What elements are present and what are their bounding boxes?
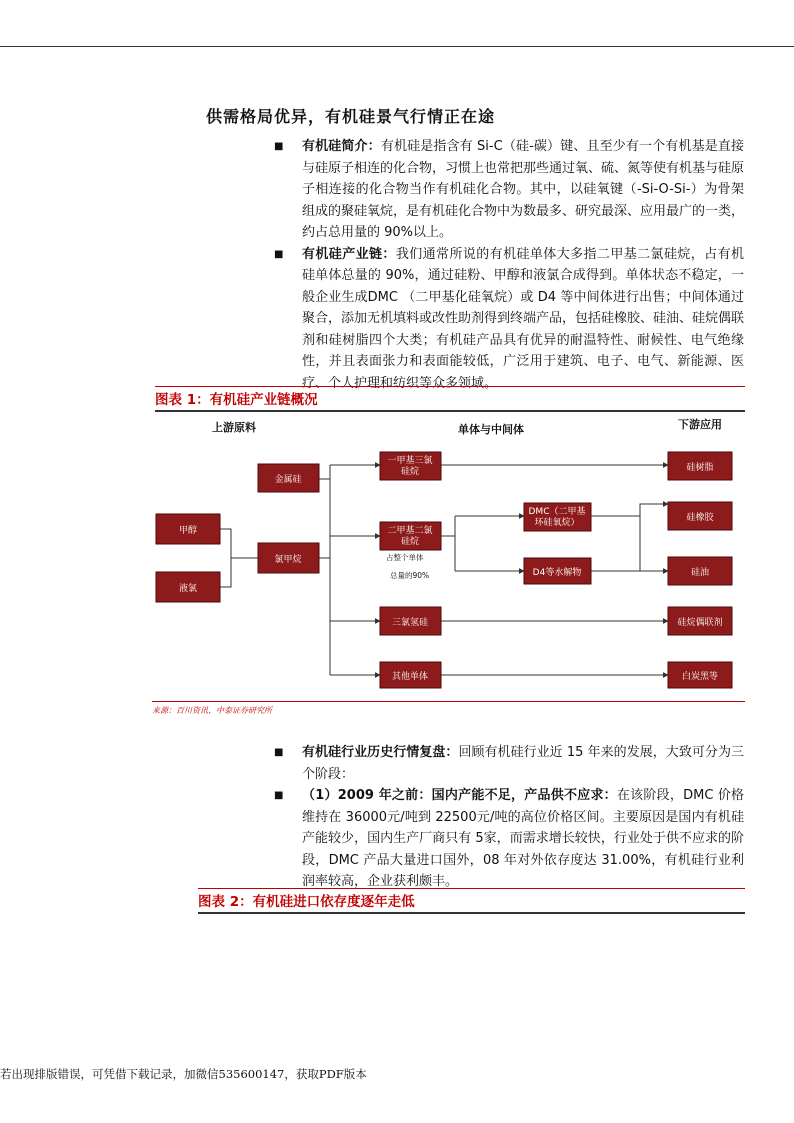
bullet-silicone-chain [274,244,744,395]
svg-text:液氯: 液氯 [178,584,198,594]
bullet-list-intro [274,136,744,394]
bullet-text: 在该阶段，DMC 价格维持在 36000元/吨到 22500元/吨的高位价格区间。主要原因是国内有机硅产能较少，国内生产厂商只有 5家，而需求增长较快，行业处于供不应求的阶段，DMC 产品大量进口国外，08 年对外依存度达 31.00%，有机硅行业利润率较高，企业获利颇丰。 [302,788,744,889]
svg-text:DMC（二甲基: DMC（二甲基 [528,507,586,517]
node-dmc [524,503,591,531]
bullet-lead: 有机硅产业链： [302,246,396,262]
node-silicone-oil [668,557,732,585]
svg-text:白炭黑等: 白炭黑等 [681,672,719,682]
industry-chain-diagram [150,412,745,702]
svg-text:硅烷: 硅烷 [400,467,420,477]
node-methanol [156,514,220,544]
col-header-middle: 单体与中间体 [458,423,524,436]
section-heading: 供需格局优异，有机硅景气行情正在途 [206,107,496,126]
col-header-downstream: 下游应用 [678,418,722,431]
bullet-history-review [274,742,744,785]
svg-text:三氯氢硅: 三氯氢硅 [391,618,429,628]
bullet-stage-one [274,785,744,893]
node-silicone-resin [668,452,732,480]
bullet-lead: 有机硅行业历史行情复盘： [302,745,459,760]
svg-text:环硅氧烷）: 环硅氧烷） [534,518,580,528]
header-rule [0,46,794,47]
svg-text:甲醇: 甲醇 [178,526,198,536]
bullet-lead: 有机硅简介： [302,139,381,154]
svg-text:其他单体: 其他单体 [391,672,429,682]
svg-text:氯甲烷: 氯甲烷 [274,555,302,565]
svg-text:硅橡胶: 硅橡胶 [686,513,714,523]
monomer-share-note: 占整个单体 [386,553,424,562]
node-other-monomers [380,662,441,688]
svg-text:D4等水解物: D4等水解物 [532,568,582,578]
bullet-lead: （1）2009 年之前：国内产能不足，产品供不应求： [302,788,617,803]
node-dimethyldichlorosilane [380,522,441,550]
svg-text:硅烷偶联剂: 硅烷偶联剂 [677,618,723,628]
bullet-list-history [274,742,744,893]
node-white-carbon-black [668,662,732,688]
col-header-upstream: 上游原料 [212,421,256,434]
monomer-share-note: 总量的90% [390,571,430,580]
svg-text:金属硅: 金属硅 [274,475,302,485]
node-methyltrichlorosilane [380,452,441,480]
node-liquid-chlorine [156,572,220,602]
node-d4-hydrolysate [524,558,591,584]
figure1-title: 图表 1：有机硅产业链概况 [155,388,745,412]
svg-text:硅烷: 硅烷 [400,537,420,547]
svg-text:硅树脂: 硅树脂 [686,463,714,473]
footer-note: 若出现排版错误，可凭借下载记录，加微信535600147，获取PDF版本 [0,1067,367,1081]
bullet-text: 有机硅是指含有 Si-C（硅-碳）键、且至少有一个有机基是直接与硅原子相连的化合物，习惯上也常把那些通过氧、硫、氮等使有机基与硅原子相连接的化合物当作有机硅化合物。其中，以硅氧键（-Si-O-Si-）为骨架组成的聚硅氧烷，是有机硅化合物中为数最多、研究最深、应用最广的一类，约占总用量的 90%以上。 [302,139,745,240]
figure1-source: 来源：百川资讯、中泰证券研究所 [152,706,272,715]
figure2-top-rule [198,888,745,889]
svg-text:一甲基三氯: 一甲基三氯 [387,456,433,466]
figure1-bottom-rule [152,701,745,702]
node-methyl-chloride [258,543,319,573]
node-silane-coupling-agent [668,607,732,635]
bullet-silicone-intro [274,136,744,244]
node-trichlorosilane [380,607,441,635]
svg-text:二甲基二氯: 二甲基二氯 [387,526,433,536]
bullet-text: 回顾有机硅行业近 15 年来的发展，大致可分为三个阶段： [302,745,744,782]
figure2-title: 图表 2：有机硅进口依存度逐年走低 [198,890,745,914]
bullet-text: 我们通常所说的有机硅单体大多指二甲基二氯硅烷，占有机硅单体总量的 90%，通过硅粉、甲醇和液氯合成得到。单体状态不稳定，一般企业生成DMC （二甲基化硅氧烷）或 D4 等中间体进行出售；中间体通过聚合，添加无机填料或改性助剂得到终端产品，包括硅橡胶、硅油、硅烷偶联剂和硅树脂四个大类；有机硅产品具有优异的耐温特性、耐候性、电气绝缘性，并且表面张力和表面能较低，广泛用于建筑、电子、电气、新能源、医疗、个人护理和纺织等众多领域。 [302,246,745,391]
figure1-top-rule [155,386,745,387]
node-metal-silicon [258,464,319,492]
node-silicone-rubber [668,502,732,530]
svg-text:硅油: 硅油 [690,568,710,578]
